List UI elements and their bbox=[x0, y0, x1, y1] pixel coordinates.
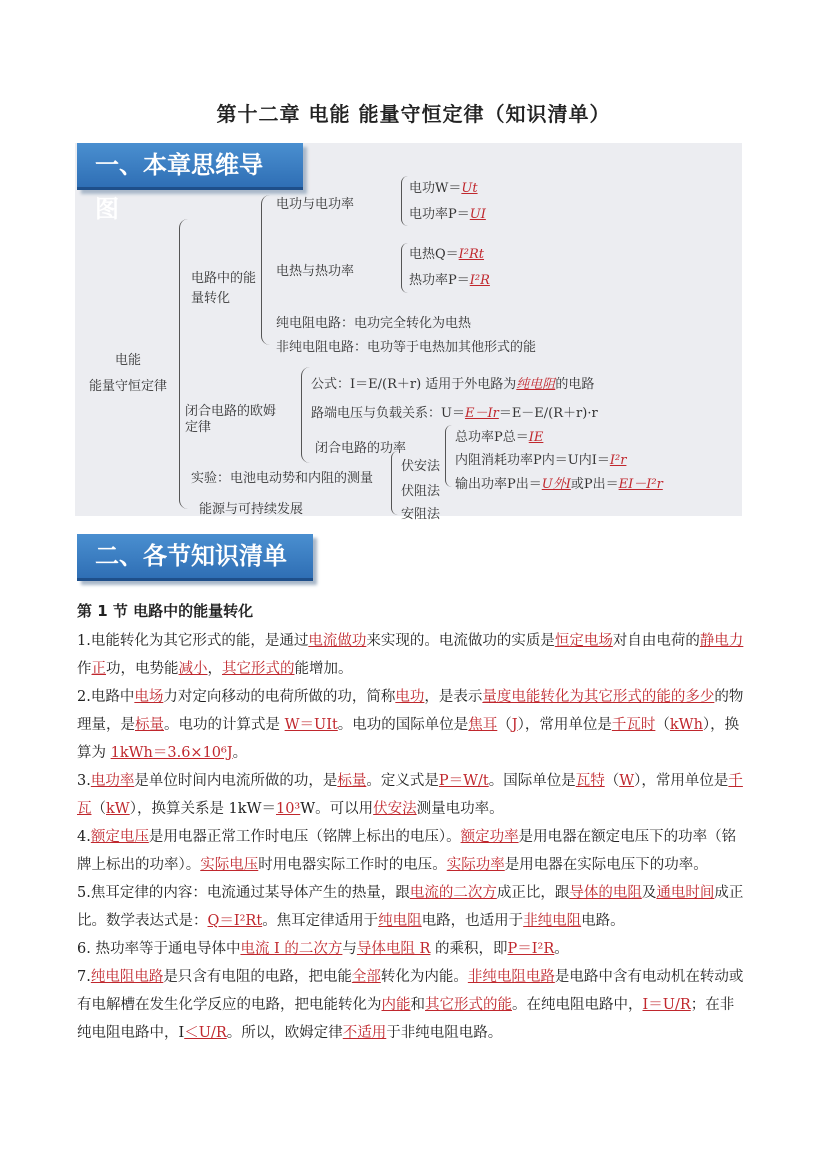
answer-blank: 电功率 bbox=[90, 773, 135, 789]
text-segment: 时用电器实际工作时的电压。 bbox=[258, 857, 447, 873]
text-segment: 3. bbox=[77, 773, 91, 789]
text-segment: 是只含有电阻的电路，把电能 bbox=[163, 969, 352, 985]
text-segment: 能增加。 bbox=[294, 661, 353, 677]
answer-blank: P＝I²R bbox=[507, 941, 555, 957]
paragraph-2 bbox=[77, 683, 747, 767]
mm-n2-2: 定律 bbox=[185, 420, 212, 435]
text-segment: 4. bbox=[77, 829, 91, 845]
answer-blank: 电功 bbox=[395, 689, 425, 705]
answer-blank: 非纯电阻 bbox=[523, 913, 582, 929]
mm-n2-1: 闭合电路的欧姆 bbox=[185, 404, 277, 419]
text-segment: 是用电器在额定电压下的功率（铭牌上标出的功率）。 bbox=[77, 829, 737, 873]
answer-blank: 纯电阻电路 bbox=[90, 969, 164, 985]
text-segment: W。可以用 bbox=[300, 801, 374, 817]
answer-blank: 实际功率 bbox=[446, 857, 505, 873]
answer-blank: 纯电阻 bbox=[378, 913, 422, 929]
text-segment: 6. 热功率等于通电导体中 bbox=[77, 941, 241, 957]
mm-n3: 实验：电池电动势和内阻的测量 bbox=[191, 471, 374, 486]
answer-blank: 1kWh＝3.6×10⁶J bbox=[110, 745, 233, 761]
answer-blank: 电场 bbox=[134, 689, 164, 705]
text-segment: 。在纯电阻电路中， bbox=[512, 997, 643, 1013]
answer-blank: 恒定电场 bbox=[554, 633, 613, 649]
answer-blank: 静电力 bbox=[699, 633, 744, 649]
mm-n2c: 闭合电路的功率 bbox=[315, 441, 407, 456]
answer-blank: 电流 I 的二次方 bbox=[240, 941, 343, 957]
mm-n2c1: 总功率P总＝IE bbox=[455, 430, 544, 445]
mm-brace-root bbox=[179, 219, 188, 509]
text-segment: 2.电路中 bbox=[77, 689, 135, 705]
text-segment: 是用电器正常工作时电压（铭牌上标出的电压）。 bbox=[148, 829, 461, 845]
mm-root-2: 能量守恒定律 bbox=[89, 379, 168, 394]
text-segment: ，是表示 bbox=[424, 689, 483, 705]
answer-blank: W＝UIt bbox=[284, 717, 338, 733]
text-segment: 对自由电荷的 bbox=[612, 633, 700, 649]
text-segment: 电路。 bbox=[581, 913, 625, 929]
answer-blank: 导体电阻 R bbox=[356, 941, 431, 957]
answer-blank: 瓦特 bbox=[575, 773, 605, 789]
mm-brace-n2 bbox=[301, 367, 310, 463]
answer-blank: 伏安法 bbox=[373, 801, 417, 817]
mm-n1c: 纯电阻电路：电功完全转化为电热 bbox=[276, 316, 472, 331]
answer-blank: I＝U/R bbox=[642, 997, 691, 1013]
answer-blank: Q＝I²Rt bbox=[207, 913, 263, 929]
text-segment: 5.焦耳定律的内容：电流通过某导体产生的热量，跟 bbox=[77, 885, 410, 901]
text-segment: 。 bbox=[554, 941, 569, 957]
text-segment: 。焦耳定律适用于 bbox=[262, 913, 379, 929]
text-segment: 是单位时间内电流所做的功，是 bbox=[134, 773, 338, 789]
mm-n1-2: 量转化 bbox=[191, 291, 231, 306]
answer-blank: kWh bbox=[669, 717, 703, 733]
answer-blank: 10³ bbox=[275, 801, 301, 817]
answer-blank: 其它形式的能 bbox=[425, 997, 512, 1013]
answer-blank: ＜U/R bbox=[184, 1025, 227, 1041]
answer-blank: J bbox=[511, 717, 518, 733]
answer-blank: 额定功率 bbox=[460, 829, 519, 845]
answer-blank: 千瓦 bbox=[77, 773, 743, 817]
mm-n1-1: 电路中的能 bbox=[191, 271, 257, 286]
text-segment: 的乘积，即 bbox=[430, 941, 508, 957]
paragraph-4 bbox=[77, 823, 747, 879]
mm-n4: 能源与可持续发展 bbox=[199, 502, 304, 517]
mm-brace-n1 bbox=[261, 195, 270, 345]
text-segment: 。电功的国际单位是 bbox=[337, 717, 469, 733]
mm-brace-n2c bbox=[445, 425, 452, 487]
answer-blank: 其它形式的 bbox=[222, 661, 295, 677]
mm-brace-n1b bbox=[401, 243, 408, 293]
answer-blank: W bbox=[619, 773, 635, 789]
text-segment: 测量电功率。 bbox=[416, 801, 504, 817]
answer-blank: P＝W/t bbox=[438, 773, 489, 789]
answer-blank: 电流做功 bbox=[308, 633, 367, 649]
mm-n2c3: 输出功率P出＝U外I或P出＝EI－I²r bbox=[455, 477, 663, 492]
mm-n2a: 公式：I＝E/(R＋r) 适用于外电路为纯电阻的电路 bbox=[311, 377, 595, 392]
text-segment: ），常用单位是 bbox=[517, 717, 612, 733]
section-banner-mindmap: 一、本章思维导图 bbox=[77, 143, 303, 190]
paragraph-7 bbox=[77, 963, 747, 1047]
answer-blank: 减小 bbox=[178, 661, 208, 677]
paragraph-1 bbox=[77, 627, 747, 683]
mm-n1b1: 电热Q＝I²Rt bbox=[409, 247, 485, 262]
mm-n3a: 伏安法 bbox=[401, 459, 441, 474]
mm-root-1: 电能 bbox=[115, 353, 142, 368]
page-title: 第十二章 电能 能量守恒定律（知识清单） bbox=[216, 102, 611, 126]
mm-n1a: 电功与电功率 bbox=[276, 197, 355, 212]
text-segment: 作 bbox=[77, 661, 92, 677]
text-segment: 电路，也适用于 bbox=[421, 913, 524, 929]
answer-blank: kW bbox=[106, 801, 130, 817]
section-heading: 第 1 节 电路中的能量转化 bbox=[77, 602, 254, 620]
text-segment: 。电功的计算式是 bbox=[164, 717, 285, 733]
mm-n1b: 电热与热功率 bbox=[276, 264, 355, 279]
text-segment: ；在非纯电阻电路中，I bbox=[77, 997, 735, 1041]
answer-blank: 额定电压 bbox=[90, 829, 149, 845]
answer-blank: 不适用 bbox=[342, 1025, 387, 1041]
text-segment: ， bbox=[207, 661, 222, 677]
answer-blank: 非纯电阻电路 bbox=[467, 969, 555, 985]
text-segment: ），换算为 bbox=[77, 717, 740, 761]
answer-blank: 通电时间 bbox=[656, 885, 715, 901]
mind-map bbox=[75, 143, 742, 522]
text-segment: （ bbox=[655, 717, 670, 733]
answer-blank: 导体的电阻 bbox=[569, 885, 642, 901]
text-segment: 成正比，跟 bbox=[496, 885, 570, 901]
answer-blank: 标量 bbox=[135, 717, 164, 733]
text-segment: （ bbox=[497, 717, 512, 733]
text-segment: 与 bbox=[342, 941, 357, 957]
mm-n3b: 伏阻法 bbox=[401, 484, 441, 499]
text-segment: （ bbox=[91, 801, 106, 817]
mm-n1a1: 电功W＝Ut bbox=[409, 181, 478, 196]
text-segment: 。国际单位是 bbox=[488, 773, 576, 789]
text-segment: 来实现的。电流做功的实质是 bbox=[366, 633, 555, 649]
mm-n2b: 路端电压与负载关系：U＝E－Ir＝E－E/(R＋r)·r bbox=[311, 406, 598, 421]
text-segment: 。 bbox=[232, 745, 248, 761]
text-segment: 及 bbox=[641, 885, 657, 901]
answer-blank: 全部 bbox=[351, 969, 381, 985]
text-segment: 于非纯电阻电路。 bbox=[386, 1025, 503, 1041]
paragraph-5 bbox=[77, 879, 747, 935]
answer-blank: 标量 bbox=[337, 773, 367, 789]
text-segment: 1.电能转化为其它形式的能，是通过 bbox=[77, 633, 309, 649]
mm-n1b2: 热功率P＝I²R bbox=[409, 273, 490, 288]
answer-blank: 电流的二次方 bbox=[409, 885, 497, 901]
text-segment: ），常用单位是 bbox=[634, 773, 729, 789]
answer-blank: 焦耳 bbox=[468, 717, 498, 733]
mm-n1d: 非纯电阻电路：电功等于电热加其他形式的能 bbox=[276, 340, 537, 355]
text-segment: 7. bbox=[77, 969, 91, 985]
answer-blank: 正 bbox=[91, 661, 106, 677]
text-segment: ），换算关系是 1kW＝ bbox=[129, 801, 276, 817]
text-segment: 。定义式是 bbox=[366, 773, 439, 789]
text-segment: 。所以，欧姆定律 bbox=[226, 1025, 343, 1041]
text-segment: 力对定向移动的电荷所做的功，简称 bbox=[163, 689, 396, 705]
paragraph-6 bbox=[77, 935, 747, 963]
text-segment: 是用电器在实际电压下的功率。 bbox=[504, 857, 708, 873]
text-segment: （ bbox=[604, 773, 620, 789]
text-segment: 的物理量，是 bbox=[77, 689, 744, 733]
answer-blank: 实际电压 bbox=[200, 857, 259, 873]
mm-n2c2: 内阻消耗功率P内＝U内I＝I²r bbox=[455, 453, 627, 468]
text-segment: 和 bbox=[410, 997, 425, 1013]
mm-brace-n1a bbox=[401, 176, 408, 226]
text-segment: 成正比。数学表达式是： bbox=[77, 885, 744, 929]
mm-brace-n3 bbox=[391, 451, 398, 515]
text-segment: 转化为内能。 bbox=[380, 969, 468, 985]
text-segment: 功，电势能 bbox=[106, 661, 179, 677]
section-banner-knowledge: 二、各节知识清单 bbox=[77, 534, 313, 581]
answer-blank: 量度电能转化为其它形式的能的多少 bbox=[482, 689, 715, 705]
answer-blank: 内能 bbox=[381, 997, 411, 1013]
knowledge-list bbox=[77, 600, 747, 1047]
text-segment: 是电路中含有电动机在转动或有电解槽在发生化学反应的电路，把电能转化为 bbox=[77, 969, 744, 1013]
mm-n3c: 安阻法 bbox=[401, 507, 441, 522]
mm-n1a2: 电功率P＝UI bbox=[409, 207, 486, 222]
paragraph-3 bbox=[77, 767, 747, 823]
answer-blank: 千瓦时 bbox=[611, 717, 656, 733]
